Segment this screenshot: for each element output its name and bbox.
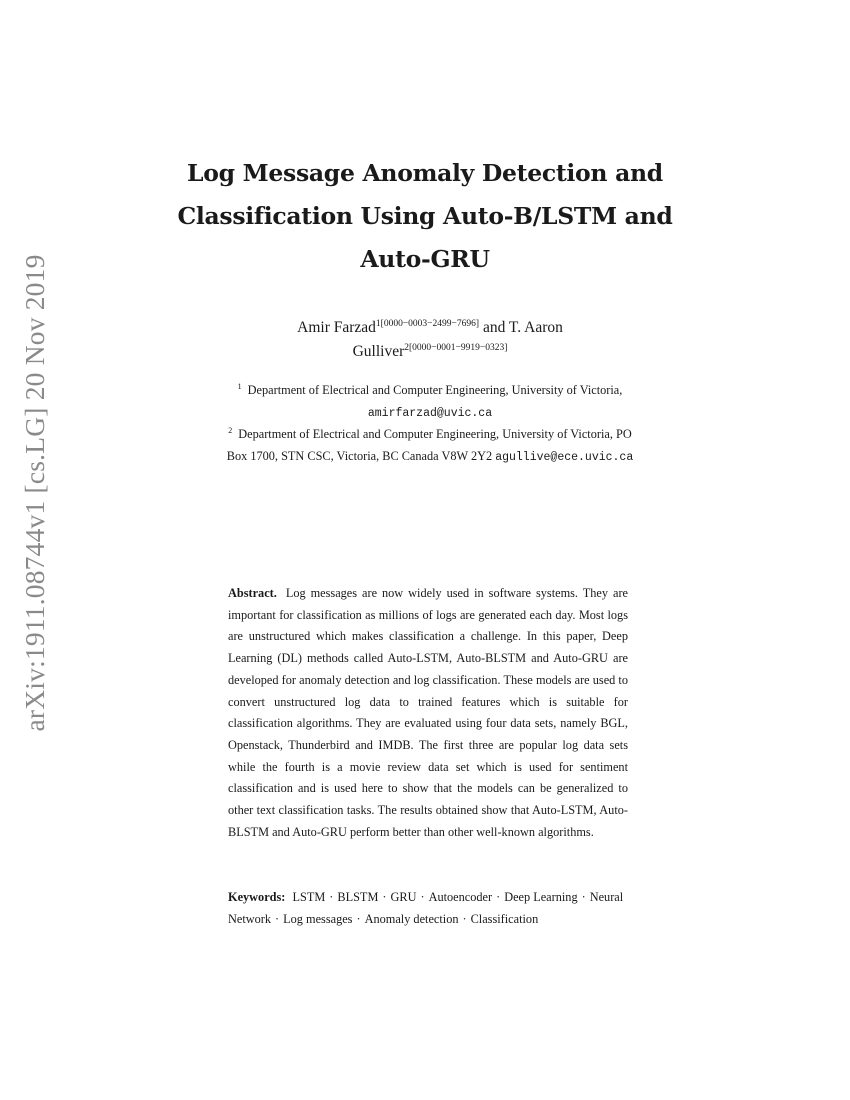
keyword-separator: ·: [329, 890, 334, 904]
abstract-label: Abstract.: [228, 586, 277, 600]
keyword: Deep Learning: [504, 890, 578, 904]
title-line: Log Message Anomaly Detection and: [187, 159, 663, 187]
title-line: Auto-GRU: [360, 245, 490, 273]
affiliation-marker: 1: [237, 382, 242, 391]
arxiv-identifier-text: arXiv:1911.08744v1 [cs.LG] 20 Nov 2019: [19, 254, 50, 732]
affiliation-1: [190, 380, 670, 402]
keyword: Anomaly detection: [364, 911, 459, 926]
affiliation-marker: 2: [228, 426, 233, 435]
author-name: Amir Farzad: [297, 319, 376, 336]
author-orcid: 1[0000−0003−2499−7696]: [375, 319, 480, 329]
keyword-separator: ·: [581, 890, 586, 904]
keyword: GRU: [390, 890, 417, 904]
keyword-separator: ·: [275, 911, 280, 926]
title-line: Classification Using Auto-B/LSTM and: [177, 202, 673, 230]
keyword-separator: ·: [496, 890, 501, 904]
affiliation-text: Department of Electrical and Computer Engineering, University of Victoria,: [247, 383, 623, 397]
author-email[interactable]: amirfarzad@uvic.ca: [367, 406, 493, 420]
abstract: [228, 583, 628, 843]
affiliation-text: Box 1700, STN CSC, Victoria, BC Canada V8W 2Y2: [226, 448, 493, 463]
author-name: Gulliver: [352, 343, 405, 360]
author-connector: and T. Aaron: [482, 319, 563, 336]
keyword-separator: ·: [356, 911, 361, 926]
abstract-text: Log messages are now widely used in software systems. They are important for classification as millions of logs are generated each day. Most logs are unstructured which makes classification a challenge. In this paper, Deep Learning (DL) methods called Auto-LSTM, Auto-BLSTM and Auto-GRU are developed for anomaly detection and log classification. These models are used to convert unstructured log data to trained features which is suitable for classification algorithms. They are evaluated using four data sets, namely BGL, Openstack, Thunderbird and IMDB. The first three are popular log data sets while the fourth is a movie review data set which is used for sentiment classification and is used here to show that the models can be generalized to other text classification tasks. The results obtained show that Auto-LSTM, Auto-BLSTM and Auto-GRU perform better than other well-known algorithms.: [228, 586, 628, 839]
keyword: LSTM: [292, 890, 326, 904]
paper-title: [150, 152, 700, 281]
keyword: Neural Network: [228, 890, 624, 926]
keyword: Classification: [470, 911, 539, 926]
author-list: [200, 316, 660, 364]
keywords: [228, 887, 628, 930]
arxiv-identifier-stamp: [17, 254, 53, 732]
keyword-separator: ·: [420, 890, 425, 904]
keyword-separator: ·: [382, 890, 387, 904]
keywords-label: Keywords:: [228, 890, 286, 904]
keyword: BLSTM: [337, 890, 379, 904]
keyword-separator: ·: [462, 911, 467, 926]
affiliation-text: Department of Electrical and Computer Engineering, University of Victoria, PO: [238, 427, 632, 441]
affiliation-2: [190, 424, 670, 446]
author-email[interactable]: agullive@ece.uvic.ca: [495, 450, 634, 464]
keyword: Autoencoder: [428, 890, 493, 904]
keyword: Log messages: [283, 911, 353, 926]
affiliations: [190, 380, 670, 468]
author-orcid: 2[0000−0001−9919−0323]: [404, 343, 508, 353]
